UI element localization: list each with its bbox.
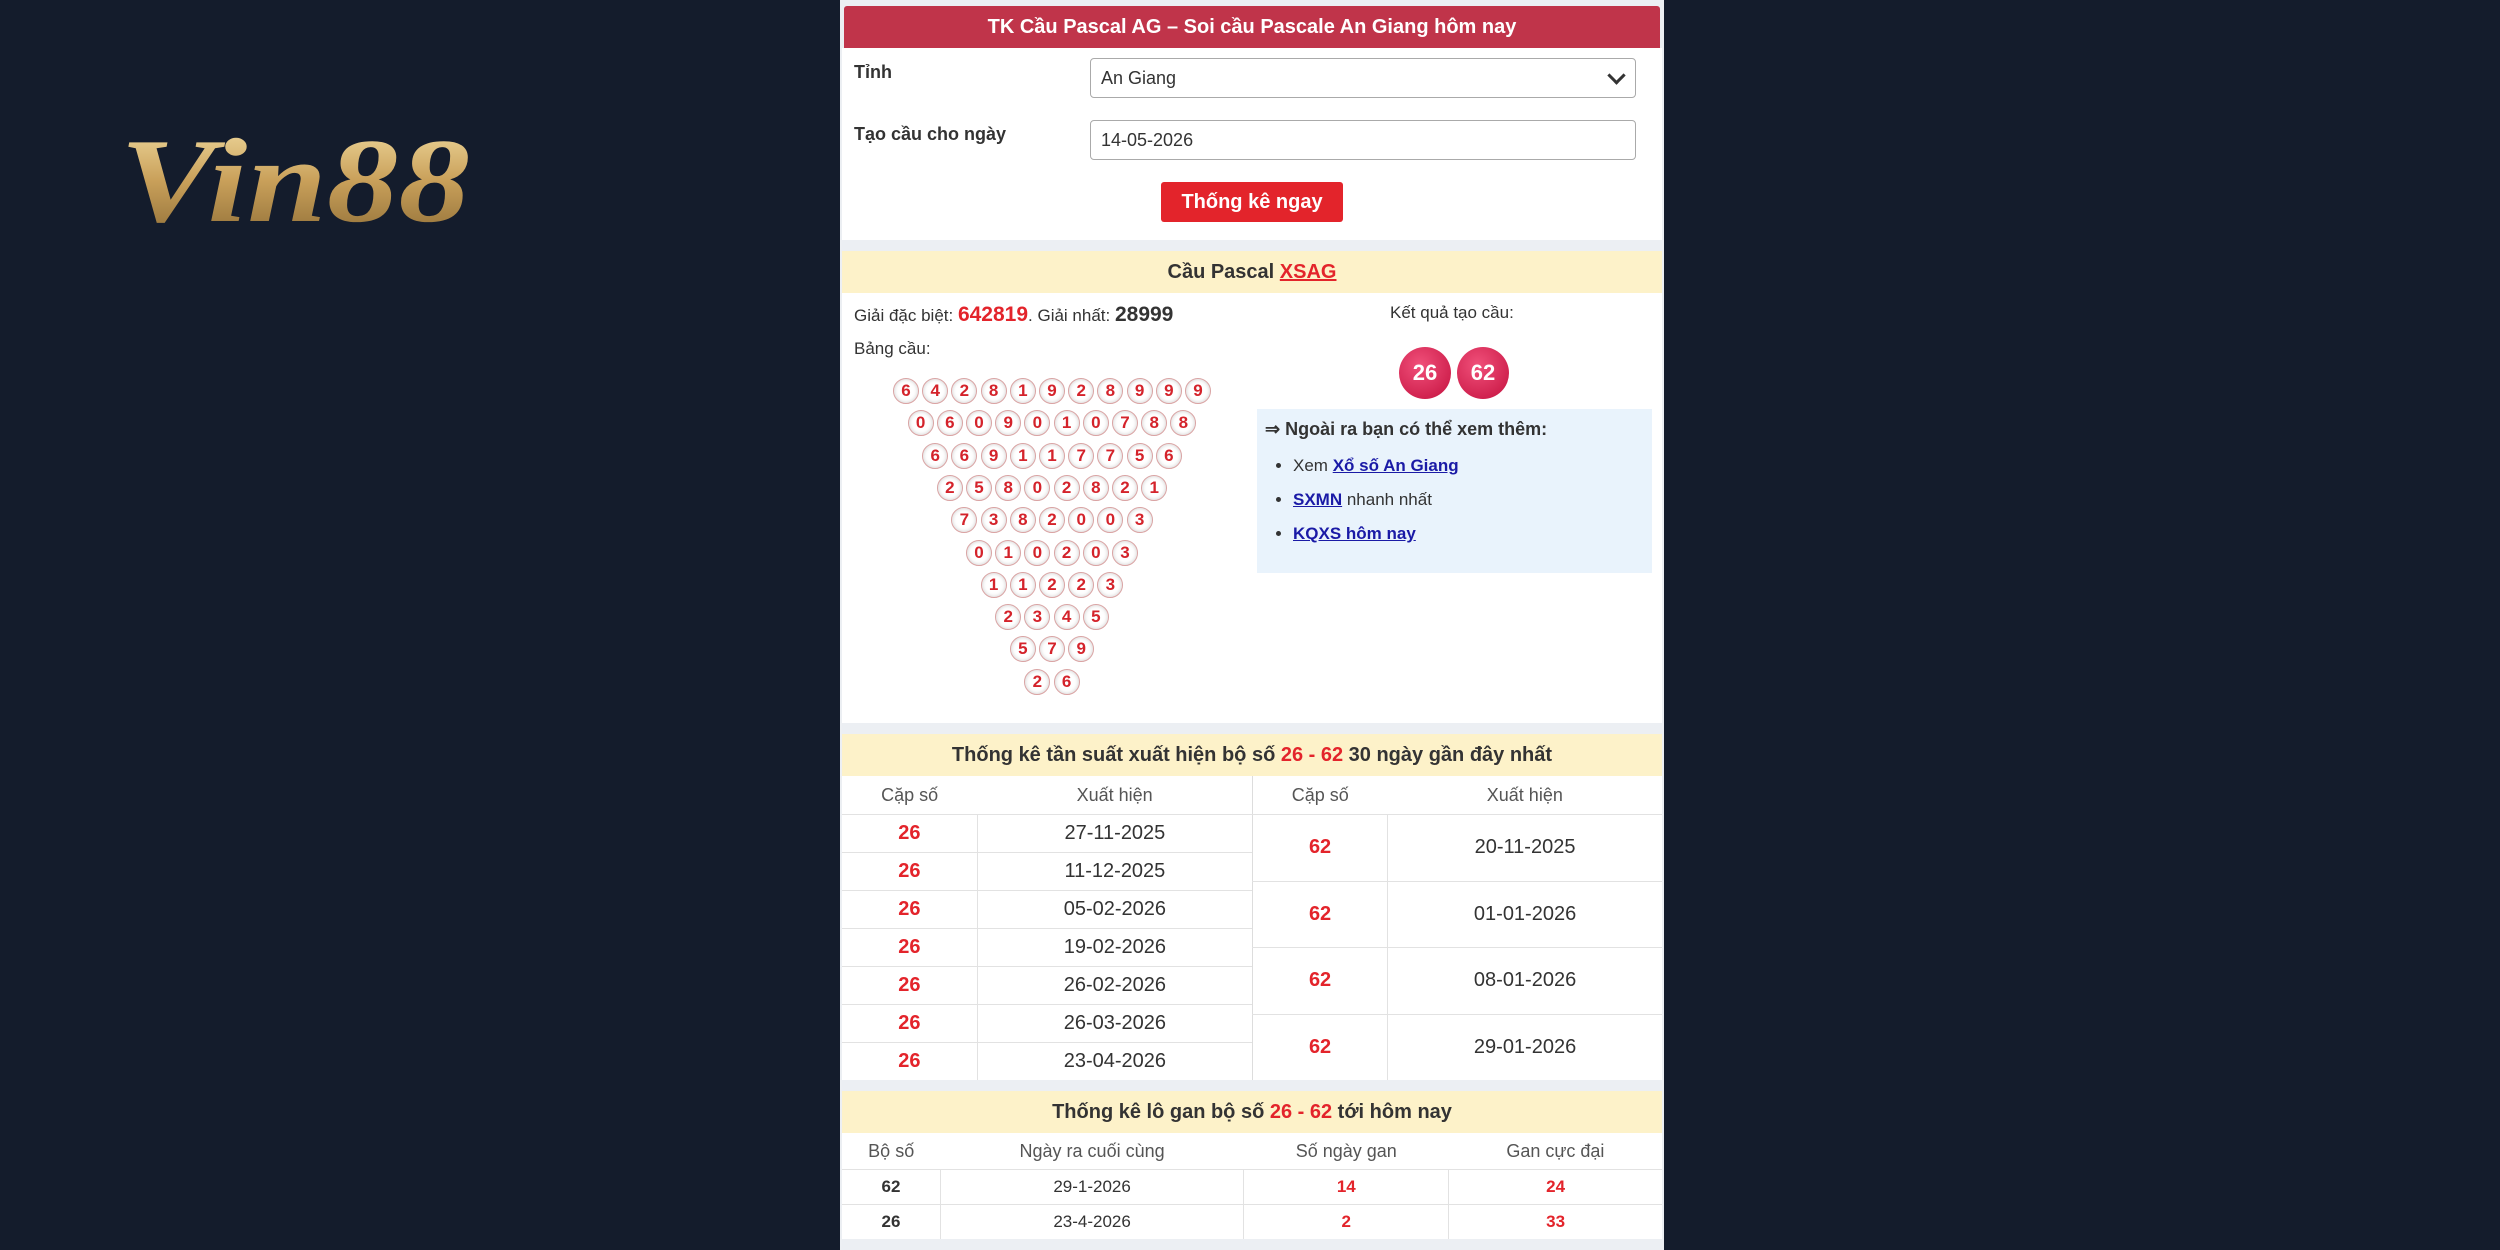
- pascal-ball: 6: [922, 443, 948, 469]
- result-ball: 62: [1457, 347, 1509, 399]
- pair-cell: 26: [842, 853, 977, 891]
- pascal-ball: 1: [1039, 443, 1065, 469]
- pascal-title-text: Cầu Pascal: [1167, 261, 1280, 283]
- freq-title-prefix: Thống kê tần suất xuất hiện bộ số: [951, 744, 1281, 766]
- pascal-ball: 7: [1097, 443, 1123, 469]
- pascal-ball: 2: [1039, 572, 1065, 598]
- date-cell: 01-01-2026: [1388, 881, 1662, 948]
- pair-cell: 26: [842, 967, 977, 1005]
- pascal-triangle: [842, 378, 1250, 698]
- pascal-ball: 3: [981, 507, 1007, 533]
- first-value: 28999: [1114, 303, 1174, 326]
- pascal-ball: 1: [995, 540, 1021, 566]
- gan-cell: 62: [842, 1170, 940, 1205]
- date-cell: 20-11-2025: [1388, 815, 1662, 882]
- pascal-ball: 7: [1068, 443, 1094, 469]
- xoso-angiang-link[interactable]: Xổ số An Giang: [1332, 456, 1459, 475]
- gan-cell: 26: [842, 1205, 940, 1240]
- gan-table: [842, 1133, 1662, 1239]
- freq-title-pair: 26 - 62: [1280, 744, 1344, 766]
- gan-col: Bộ số: [868, 1140, 915, 1161]
- gan-card: [842, 1091, 1662, 1239]
- pascal-ball: 1: [1010, 378, 1036, 404]
- pascal-ball: 9: [1156, 378, 1182, 404]
- pascal-title: [842, 251, 1662, 293]
- xsag-link[interactable]: XSAG: [1279, 261, 1337, 283]
- pascal-ball: 6: [951, 443, 977, 469]
- province-select[interactable]: [1090, 58, 1636, 98]
- pascal-ball: 2: [1068, 572, 1094, 598]
- gan-cell: 2: [1244, 1205, 1449, 1240]
- pascal-ball: 7: [1112, 410, 1138, 436]
- gan-cell: 24: [1449, 1170, 1662, 1205]
- logo-text: Vin88: [120, 118, 470, 238]
- date-cell: 05-02-2026: [977, 891, 1252, 929]
- pascal-ball: 2: [937, 475, 963, 501]
- date-input[interactable]: [1090, 120, 1636, 160]
- more-title: ⇒ Ngoài ra bạn có thể xem thêm:: [1265, 419, 1548, 439]
- gan-title-prefix: Thống kê lô gan bộ số: [1052, 1101, 1270, 1123]
- pascal-ball: 6: [893, 378, 919, 404]
- pascal-ball: 0: [908, 410, 934, 436]
- table-row: [1253, 1014, 1663, 1080]
- table-row: [1253, 881, 1663, 948]
- pascal-ball: 1: [1010, 443, 1036, 469]
- pascal-ball: 3: [1112, 540, 1138, 566]
- pascal-ball: 2: [951, 378, 977, 404]
- more-1-prefix: Xem: [1293, 456, 1333, 475]
- pascal-ball: 1: [1054, 410, 1080, 436]
- freq-table-right: [1252, 776, 1662, 1080]
- pascal-ball: 5: [966, 475, 992, 501]
- pascal-ball: 2: [1054, 540, 1080, 566]
- pascal-ball: 0: [966, 540, 992, 566]
- pascal-ball: 2: [1024, 669, 1050, 695]
- prize-info: [854, 303, 1173, 327]
- col-pair: Cặp số: [1291, 784, 1349, 805]
- freq-title: [842, 734, 1662, 776]
- special-label: Giải đặc biệt:: [854, 306, 958, 325]
- table-row: [842, 891, 1252, 929]
- date-cell: 26-02-2026: [977, 967, 1252, 1005]
- sxmn-link[interactable]: SXMN: [1293, 490, 1343, 509]
- pair-cell: 26: [842, 1043, 977, 1081]
- pascal-ball: 9: [981, 443, 1007, 469]
- date-cell: 29-01-2026: [1388, 1014, 1662, 1080]
- list-item: [1293, 490, 1644, 510]
- table-row: [842, 1205, 1662, 1240]
- gan-cell: 23-4-2026: [940, 1205, 1243, 1240]
- gan-title-pair: 26 - 62: [1269, 1101, 1333, 1123]
- pascal-ball: 0: [1097, 507, 1123, 533]
- col-date: Xuất hiện: [1076, 784, 1153, 805]
- pascal-ball: 2: [1068, 378, 1094, 404]
- col-date: Xuất hiện: [1486, 784, 1563, 805]
- list-item: [1293, 524, 1644, 544]
- pascal-ball: 8: [981, 378, 1007, 404]
- table-row: [842, 1005, 1252, 1043]
- freq-table-left: [842, 776, 1252, 1080]
- form-card: [842, 48, 1662, 240]
- pascal-ball: 3: [1097, 572, 1123, 598]
- pascal-ball: 1: [1010, 572, 1036, 598]
- date-label: Tạo cầu cho ngày: [854, 124, 1007, 144]
- pascal-card: [842, 251, 1662, 723]
- date-cell: 26-03-2026: [977, 1005, 1252, 1043]
- table-row: [842, 853, 1252, 891]
- pascal-ball: 6: [1054, 669, 1080, 695]
- pascal-ball: 8: [1010, 507, 1036, 533]
- date-cell: 11-12-2025: [977, 853, 1252, 891]
- pascal-ball: 1: [1141, 475, 1167, 501]
- pascal-ball: 1: [981, 572, 1007, 598]
- gan-title: [842, 1091, 1662, 1133]
- gan-title-suffix: tới hôm nay: [1332, 1101, 1452, 1123]
- pascal-ball: 8: [1141, 410, 1167, 436]
- col-pair: Cặp số: [881, 784, 939, 805]
- first-label: . Giải nhất:: [1028, 306, 1115, 325]
- pascal-ball: 3: [1024, 604, 1050, 630]
- vin88-logo: [120, 118, 490, 238]
- pascal-ball: 5: [1127, 443, 1153, 469]
- date-cell: 19-02-2026: [977, 929, 1252, 967]
- table-row: [842, 929, 1252, 967]
- table-row: [1253, 815, 1663, 882]
- pascal-ball: 0: [1024, 475, 1050, 501]
- pascal-ball: 8: [1083, 475, 1109, 501]
- date-cell: 23-04-2026: [977, 1043, 1252, 1081]
- pair-cell: 62: [1253, 881, 1388, 948]
- pascal-ball: 2: [1054, 475, 1080, 501]
- kqxs-link[interactable]: KQXS hôm nay: [1293, 524, 1416, 543]
- pascal-ball: 7: [1039, 636, 1065, 662]
- pascal-ball: 5: [1083, 604, 1109, 630]
- pascal-ball: 0: [1068, 507, 1094, 533]
- table-row: [1253, 948, 1663, 1015]
- pascal-ball: 9: [1068, 636, 1094, 662]
- pascal-ball: 6: [937, 410, 963, 436]
- pascal-ball: 2: [995, 604, 1021, 630]
- freq-tables: [842, 776, 1662, 1080]
- pascal-ball: 0: [1024, 540, 1050, 566]
- pascal-ball: 3: [1127, 507, 1153, 533]
- table-row: [842, 1170, 1662, 1205]
- pascal-ball: 9: [1039, 378, 1065, 404]
- pascal-ball: 2: [1039, 507, 1065, 533]
- gan-cell: 14: [1244, 1170, 1449, 1205]
- pair-cell: 26: [842, 1005, 977, 1043]
- date-cell: 08-01-2026: [1388, 948, 1662, 1015]
- pascal-ball: 9: [1185, 378, 1211, 404]
- result-ball: 26: [1399, 347, 1451, 399]
- pascal-ball: 0: [1024, 410, 1050, 436]
- table-row: [842, 815, 1252, 853]
- pascal-ball: 4: [922, 378, 948, 404]
- date-value: 14-05-2026: [1101, 130, 1194, 150]
- province-label: Tỉnh: [854, 62, 892, 82]
- gan-col: Ngày ra cuối cùng: [1019, 1140, 1165, 1161]
- pascal-ball: 5: [1010, 636, 1036, 662]
- table-row: [842, 1043, 1252, 1081]
- pascal-ball: 0: [966, 410, 992, 436]
- pascal-ball: 6: [1156, 443, 1182, 469]
- pair-cell: 26: [842, 815, 977, 853]
- freq-card: [842, 734, 1662, 1080]
- main-panel: [840, 0, 1664, 1250]
- gan-col: Số ngày gan: [1295, 1140, 1397, 1161]
- pascal-ball: 8: [1097, 378, 1123, 404]
- date-cell: 27-11-2025: [977, 815, 1252, 853]
- table-row: [842, 967, 1252, 1005]
- pascal-ball: 7: [951, 507, 977, 533]
- page-title: TK Cầu Pascal AG – Soi cầu Pascale An Giang hôm nay: [844, 6, 1660, 48]
- pascal-ball: 0: [1083, 540, 1109, 566]
- pair-cell: 26: [842, 891, 977, 929]
- freq-title-suffix: 30 ngày gần đây nhất: [1343, 744, 1553, 766]
- gan-col: Gan cực đại: [1506, 1140, 1605, 1161]
- triangle-label: Bảng cầu:: [854, 339, 931, 358]
- pascal-ball: 9: [1127, 378, 1153, 404]
- pair-cell: 62: [1253, 1014, 1388, 1080]
- special-value: 642819: [957, 303, 1029, 326]
- province-value: An Giang: [1101, 68, 1177, 88]
- pascal-ball: 8: [995, 475, 1021, 501]
- pair-cell: 62: [1253, 815, 1388, 882]
- pascal-ball: 8: [1170, 410, 1196, 436]
- pair-cell: 26: [842, 929, 977, 967]
- pascal-ball: 0: [1083, 410, 1109, 436]
- pascal-ball: 4: [1054, 604, 1080, 630]
- submit-button[interactable]: Thống kê ngay: [1161, 182, 1342, 222]
- more-2-suffix: nhanh nhất: [1342, 490, 1432, 509]
- pascal-ball: 9: [995, 410, 1021, 436]
- gan-cell: 33: [1449, 1205, 1662, 1240]
- pair-cell: 62: [1253, 948, 1388, 1015]
- more-info-box: [1257, 409, 1652, 573]
- gan-cell: 29-1-2026: [940, 1170, 1243, 1205]
- chevron-down-icon: [1607, 66, 1625, 84]
- list-item: [1293, 456, 1644, 476]
- result-label: Kết quả tạo cầu:: [1390, 303, 1514, 322]
- pascal-ball: 2: [1112, 475, 1138, 501]
